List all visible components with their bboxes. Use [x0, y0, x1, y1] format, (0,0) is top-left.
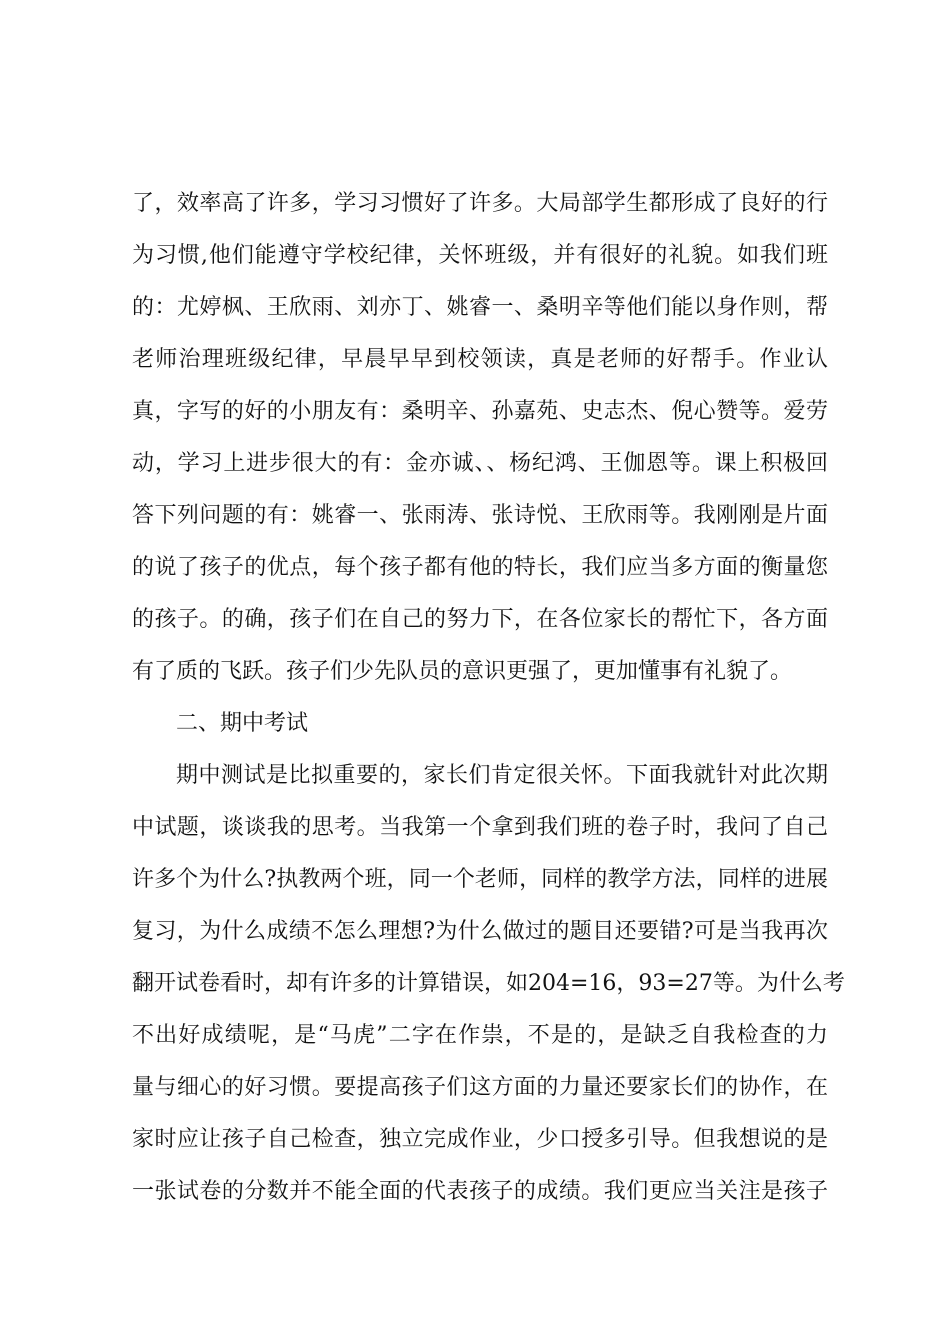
paragraph-2-line-9: 一张试卷的分数并不能全面的代表孩子的成绩。我们更应当关注是孩子	[132, 1179, 828, 1204]
paragraph-1-line-3: 的：尤婷枫、王欣雨、刘亦丁、姚睿一、桑明辛等他们能以身作则，帮	[132, 295, 828, 320]
paragraph-1-line-9: 的孩子。的确，孩子们在自己的努力下，在各位家长的帮忙下，各方面	[132, 607, 828, 632]
paragraph-1-line-6: 动，学习上进步很大的有：金亦诚、、杨纪鸿、王伽恩等。课上积极回	[132, 451, 828, 476]
paragraph-2-line-3: 许多个为什么?执教两个班，同一个老师，同样的教学方法，同样的进展	[132, 867, 828, 892]
paragraph-1-line-1: 了，效率高了许多，学习习惯好了许多。大局部学生都形成了良好的行	[132, 191, 828, 216]
paragraph-2-line-7: 量与细心的好习惯。要提高孩子们这方面的力量还要家长们的协作，在	[132, 1075, 828, 1100]
paragraph-2-line-8: 家时应让孩子自己检查，独立完成作业，少口授多引导。但我想说的是	[132, 1127, 828, 1152]
paragraph-1-line-4: 老师治理班级纪律，早晨早早到校领读，真是老师的好帮手。作业认	[132, 347, 828, 372]
paragraph-1-line-8: 的说了孩子的优点，每个孩子都有他的特长，我们应当多方面的衡量您	[132, 555, 828, 580]
paragraph-2-line-5: 翻开试卷看时，却有许多的计算错误，如204=16，93=27等。为什么考	[132, 971, 845, 996]
paragraph-1-line-5: 真，字写的好的小朋友有：桑明辛、孙嘉苑、史志杰、倪心赞等。爱劳	[132, 399, 828, 424]
paragraph-1-line-7: 答下列问题的有：姚睿一、张雨涛、张诗悦、王欣雨等。我刚刚是片面	[132, 503, 828, 528]
paragraph-2-line-1: 期中测试是比拟重要的，家长们肯定很关怀。下面我就针对此次期	[176, 763, 828, 788]
paragraph-2-line-4: 复习，为什么成绩不怎么理想?为什么做过的题目还要错?可是当我再次	[132, 919, 828, 944]
paragraph-1-line-2: 为习惯,他们能遵守学校纪律，关怀班级，并有很好的礼貌。如我们班	[132, 243, 828, 268]
section-heading: 二、期中考试	[176, 711, 309, 736]
paragraph-2-line-2: 中试题，谈谈我的思考。当我第一个拿到我们班的卷子时，我问了自己	[132, 815, 828, 840]
paragraph-1-line-10: 有了质的飞跃。孩子们少先队员的意识更强了，更加懂事有礼貌了。	[132, 659, 793, 684]
paragraph-2-line-6: 不出好成绩呢，是“马虎”二字在作祟，不是的，是缺乏自我检查的力	[132, 1023, 828, 1048]
